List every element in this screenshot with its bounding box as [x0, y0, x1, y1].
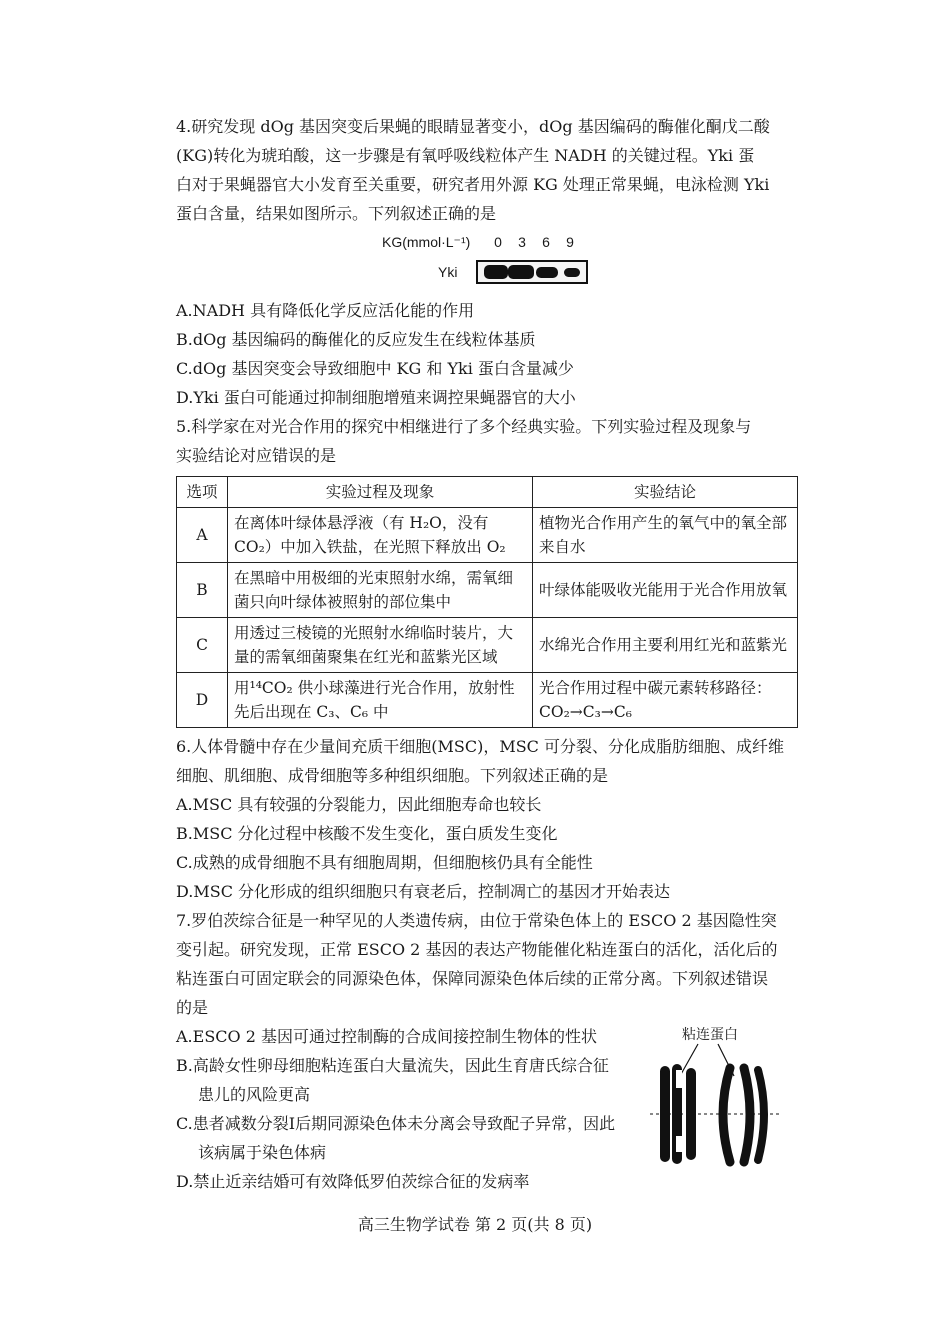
question-7: [176, 906, 806, 1196]
gel-band-4: [564, 268, 580, 277]
q6-stem-line-2: 细胞、肌细胞、成骨细胞等多种组织细胞。下列叙述正确的是: [176, 766, 609, 785]
kg-value-2: 6: [542, 234, 550, 250]
gel-band-1: [484, 265, 508, 279]
table-row: [177, 563, 798, 618]
q4-option-b: B.dOg 基因编码的酶催化的反应发生在线粒体基质: [176, 330, 536, 349]
q5-stem-line-1: 5.科学家在对光合作用的探究中相继进行了多个经典实验。下列实验过程及现象与: [176, 417, 752, 436]
q6-option-d: D.MSC 分化形成的组织细胞只有衰老后，控制凋亡的基因才开始表达: [176, 882, 671, 901]
row-conclusion: 水绵光合作用主要利用红光和蓝紫光: [533, 618, 798, 673]
q4-option-d: D.Yki 蛋白可能通过抑制细胞增殖来调控果蝇器官的大小: [176, 388, 576, 407]
gel-band-2: [508, 265, 534, 279]
yki-label: Yki: [438, 264, 458, 280]
header-option: 选项: [177, 477, 228, 508]
gel-strip: [476, 260, 588, 284]
row-option: C: [177, 618, 228, 673]
cohesin-label: 粘连蛋白: [682, 1026, 738, 1042]
q4-option-a: A.NADH 具有降低化学反应活化能的作用: [176, 301, 475, 320]
chromosome-figure: [646, 1024, 786, 1184]
kg-values: [486, 234, 582, 250]
row-procedure: 在离体叶绿体悬浮液（有 H₂O，没有 CO₂）中加入铁盐，在光照下释放出 O₂: [228, 508, 533, 563]
q7-option-a: A.ESCO 2 基因可通过控制酶的合成间接控制生物体的性状: [176, 1027, 597, 1046]
kg-value-1: 3: [518, 234, 526, 250]
electrophoresis-figure: [176, 230, 806, 292]
q4-stem-line-3: 白对于果蝇器官大小发育至关重要，研究者用外源 KG 处理正常果蝇，电泳检测 Yki: [176, 175, 770, 194]
q4-stem-line-2: (KG)转化为琥珀酸，这一步骤是有氧呼吸线粒体产生 NADH 的关键过程。Yki 蛋: [176, 146, 755, 165]
header-conclusion: 实验结论: [533, 477, 798, 508]
row-procedure: 用¹⁴CO₂ 供小球藻进行光合作用，放射性先后出现在 C₃、C₆ 中: [228, 673, 533, 728]
q6-stem-line-1: 6.人体骨髓中存在少量间充质干细胞(MSC)，MSC 可分裂、分化成脂肪细胞、成纤维: [176, 737, 785, 756]
q7-option-b-line-1: B.高龄女性卵母细胞粘连蛋白大量流失，因此生育唐氏综合征: [176, 1056, 609, 1075]
q4-stem-line-4: 蛋白含量，结果如图所示。下列叙述正确的是: [176, 204, 497, 223]
row-option: D: [177, 673, 228, 728]
q7-stem-line-1: 7.罗伯茨综合征是一种罕见的人类遗传病，由位于常染色体上的 ESCO 2 基因隐性突: [176, 911, 777, 930]
q7-option-d: D.禁止近亲结婚可有效降低罗伯茨综合征的发病率: [176, 1172, 530, 1191]
row-option: A: [177, 508, 228, 563]
question-5: [176, 412, 806, 728]
chromosome-diagram: [646, 1024, 786, 1184]
q4-stem-line-1: 4.研究发现 dOg 基因突变后果蝇的眼睛显著变小，dOg 基因编码的酶催化酮戊二酸: [176, 117, 770, 136]
row-conclusion: 光合作用过程中碳元素转移路径：CO₂→C₃→C₆: [533, 673, 798, 728]
q7-option-c-line-1: C.患者减数分裂Ⅰ后期同源染色体未分离会导致配子异常，因此: [176, 1114, 616, 1133]
row-conclusion: 植物光合作用产生的氧气中的氧全部来自水: [533, 508, 798, 563]
q7-stem-line-2: 变引起。研究发现，正常 ESCO 2 基因的表达产物能催化粘连蛋白的活化，活化后的: [176, 940, 778, 959]
page-content: [176, 112, 806, 1196]
table-header-row: [177, 477, 798, 508]
kg-value-0: 0: [494, 234, 502, 250]
table-row: [177, 508, 798, 563]
q4-option-c: C.dOg 基因突变会导致细胞中 KG 和 Yki 蛋白含量减少: [176, 359, 574, 378]
kg-value-3: 9: [566, 234, 574, 250]
row-conclusion: 叶绿体能吸收光能用于光合作用放氧: [533, 563, 798, 618]
q7-stem-line-4: 的是: [176, 998, 209, 1017]
q6-option-a: A.MSC 具有较强的分裂能力，因此细胞寿命也较长: [176, 795, 542, 814]
row-option: B: [177, 563, 228, 618]
q7-stem-line-3: 粘连蛋白可固定联会的同源染色体，保障同源染色体后续的正常分离。下列叙述错误: [176, 969, 769, 988]
q7-option-c-line-2: 该病属于染色体病: [198, 1143, 327, 1162]
kg-axis-label: KG(mmol·L⁻¹): [382, 234, 471, 250]
q6-option-b: B.MSC 分化过程中核酸不发生变化，蛋白质发生变化: [176, 824, 558, 843]
row-procedure: 在黑暗中用极细的光束照射水绵，需氧细菌只向叶绿体被照射的部位集中: [228, 563, 533, 618]
page-footer: 高三生物学试卷 第 2 页(共 8 页): [357, 1215, 593, 1234]
q6-option-c: C.成熟的成骨细胞不具有细胞周期，但细胞核仍具有全能性: [176, 853, 593, 872]
table-row: [177, 673, 798, 728]
row-procedure: 用透过三棱镜的光照射水绵临时装片，大量的需氧细菌聚集在红光和蓝紫光区域: [228, 618, 533, 673]
q5-stem-line-2: 实验结论对应错误的是: [176, 446, 337, 465]
q7-option-b-line-2: 患儿的风险更高: [198, 1085, 311, 1104]
experiment-table: [176, 476, 798, 728]
question-4: [176, 112, 806, 412]
gel-band-3: [536, 267, 558, 278]
table-row: [177, 618, 798, 673]
header-procedure: 实验过程及现象: [228, 477, 533, 508]
question-6: [176, 732, 806, 906]
